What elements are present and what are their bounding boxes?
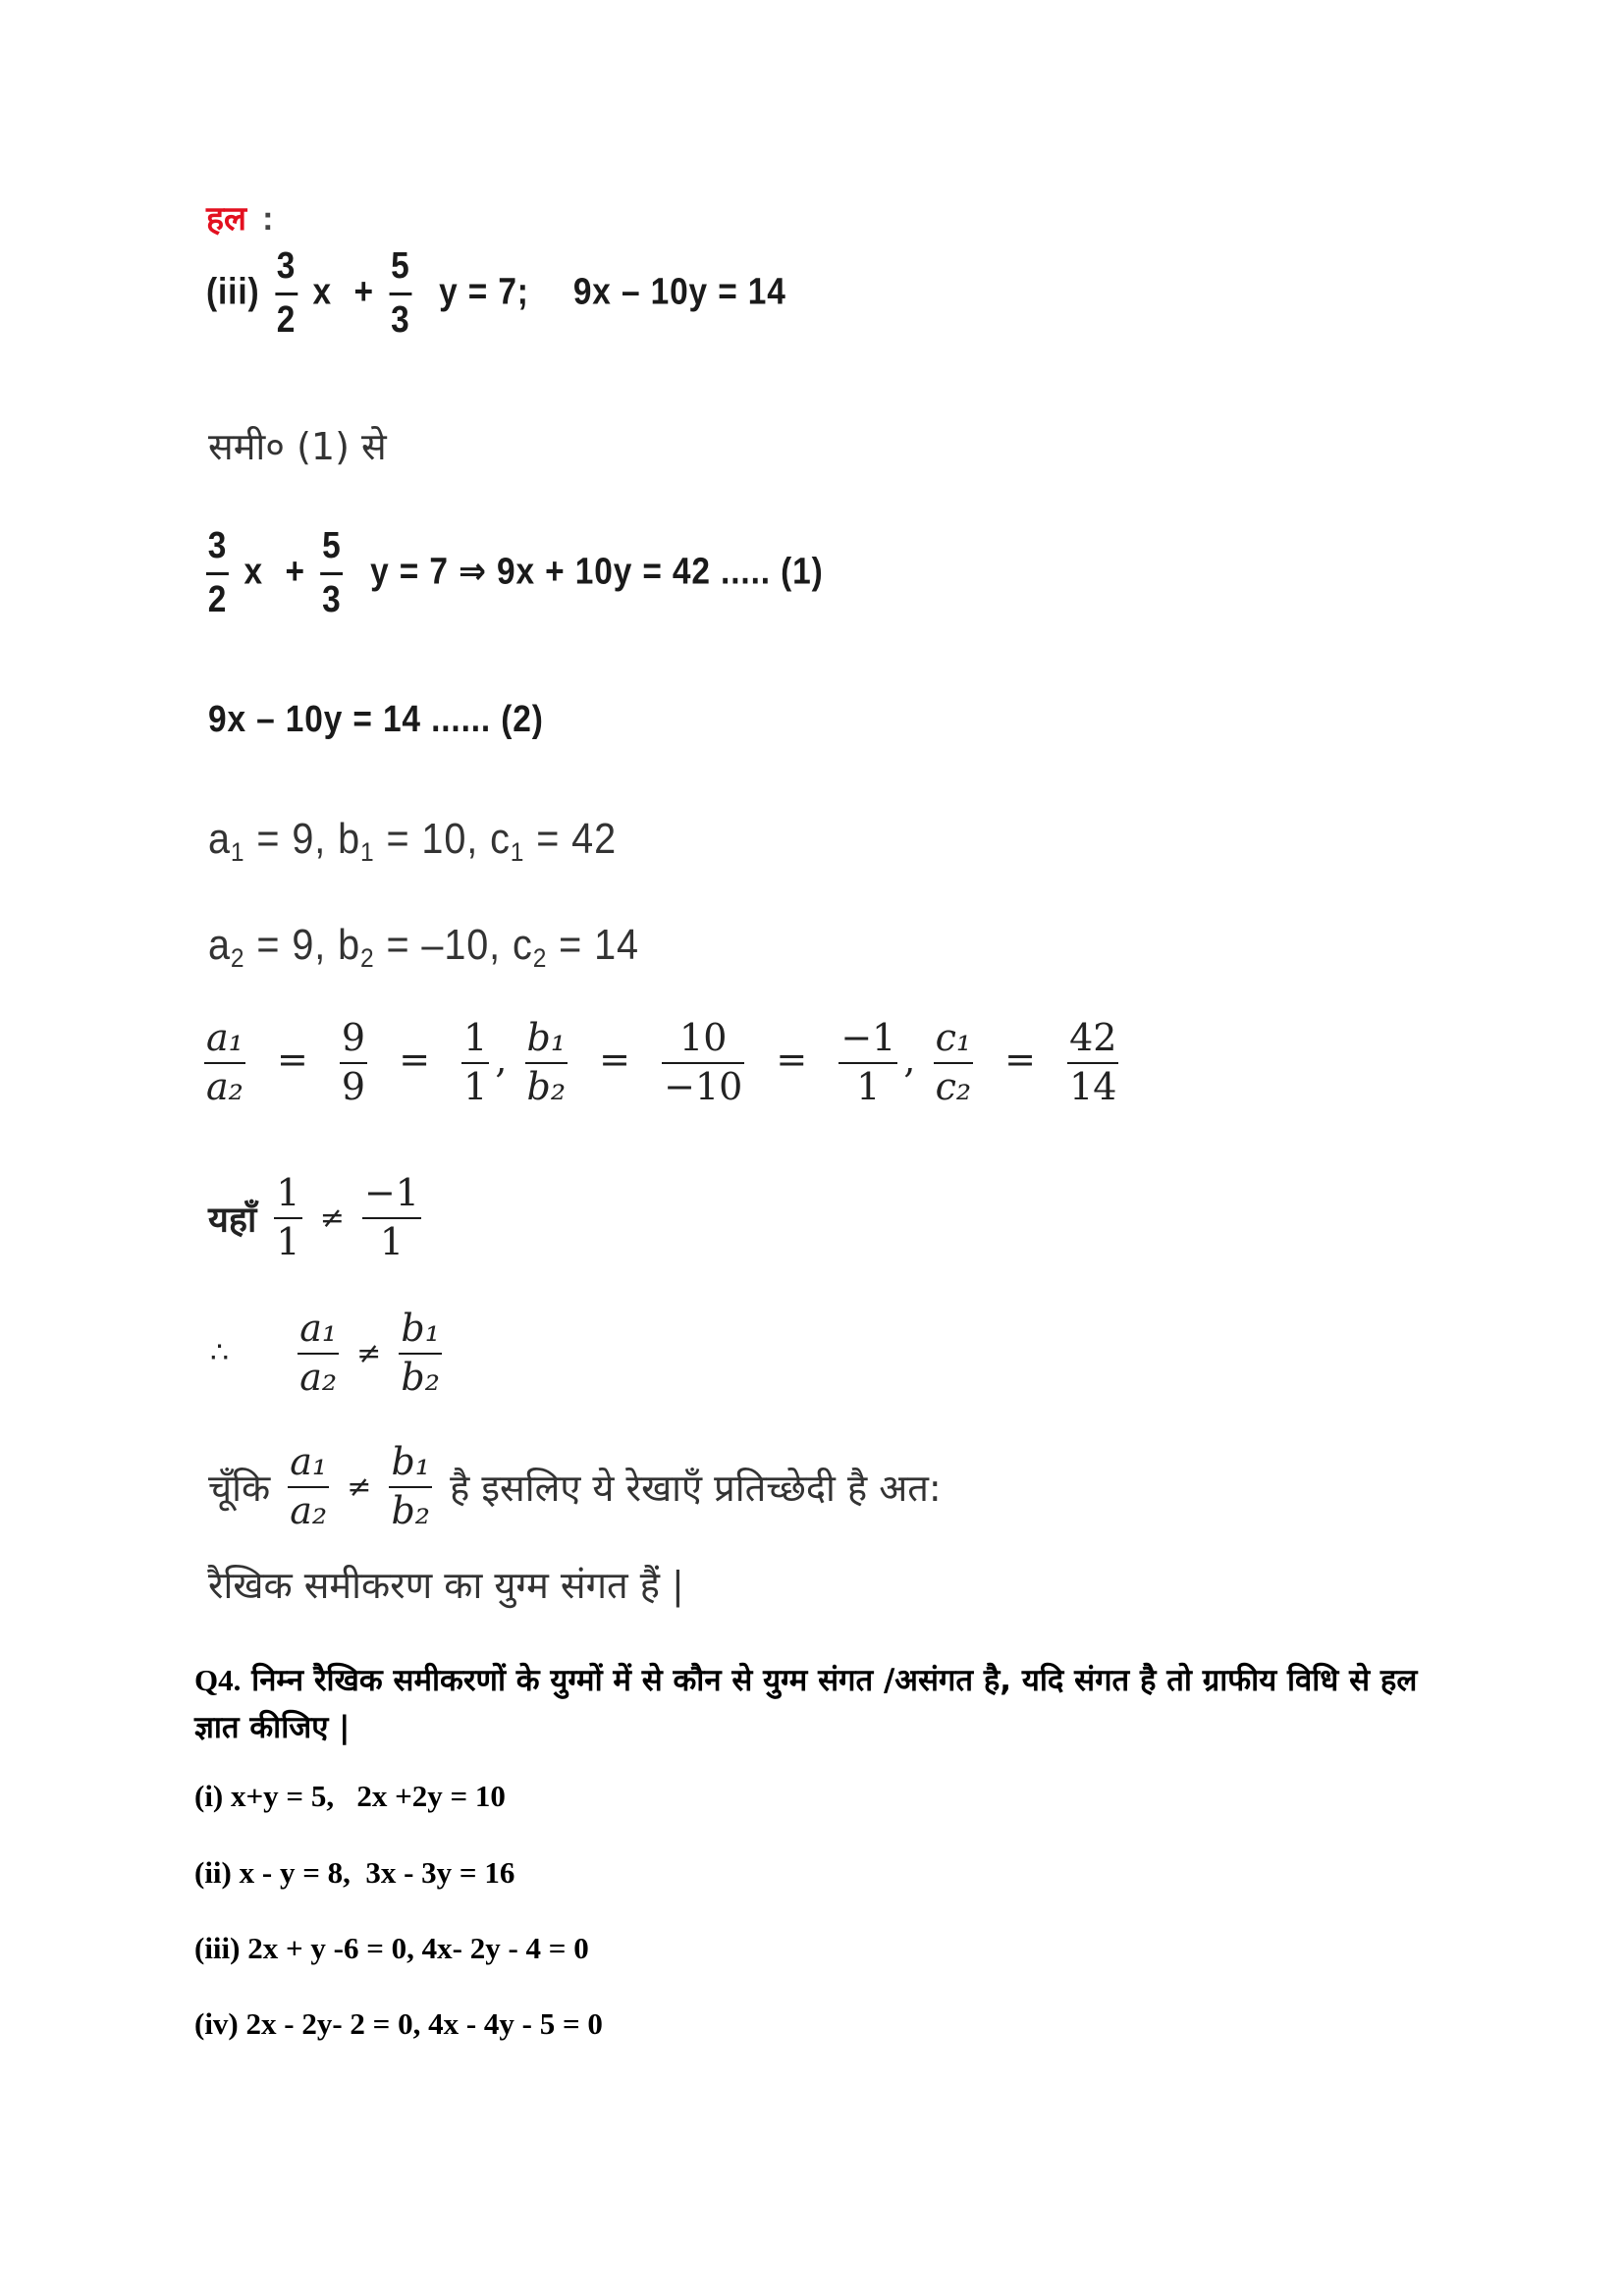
fraction-5-over-3: $\frac{5}{3}$ — [322, 525, 342, 620]
heading-colon: : — [262, 200, 274, 238]
ratio-b-value: $\frac{10}{-10}$ — [664, 1016, 743, 1108]
from-eq-text: समी० (1) से — [208, 425, 387, 468]
ratio-a-simplified: $\frac{1}{1}$ — [463, 1016, 488, 1108]
option-i: (i) x+y = 5, 2x +2y = 10 — [194, 1779, 506, 1813]
ratio-a-value: $\frac{9}{9}$ — [341, 1016, 366, 1108]
option-iv: (iv) 2x - 2y- 2 = 0, 4x - 4y - 5 = 0 — [194, 2006, 603, 2041]
coefficients-eq1: $a_1 = 9$, $b_1 = 10$, $c_1 = 42$ — [208, 815, 618, 868]
fraction-3-over-2: $\frac{3}{2}$ — [276, 245, 297, 341]
ratio-b-simplified: $\frac{-1}{1}$ — [840, 1016, 896, 1108]
question-label: Q4. — [194, 1663, 242, 1697]
heading-text: हल — [206, 199, 247, 239]
not-equal-sign: ≠ — [356, 1336, 382, 1371]
question-text: निम्न रैखिक समीकरणों के युग्मों में से कौन से युग्म संगत /असंगत है, यदि संगत है तो ग्राफीय विधि से हल ज्ञात कीजिए | — [194, 1663, 1418, 1745]
coefficients-eq2: $a_2 = 9$, $b_2 = -10$, $c_2 = 14$ — [208, 921, 639, 974]
conclusion-line-1: चूँकि $\frac{\text{a₁}}{\text{a₂}}$ ≠ $\frac{\text{b₁}}{\text{b₂}}$ है इसलिए ये रेखाएँ प्रतिच्छेदी है अत: — [208, 1440, 942, 1532]
question-4-title — [194, 1657, 1471, 1751]
option-iii: (iii) 2x + y -6 = 0, 4x- 2y - 4 = 0 — [194, 1931, 589, 1965]
ratio-c-value: $\frac{42}{14}$ — [1069, 1016, 1117, 1108]
therefore-line: ∴ $\frac{\text{a₁}}{\text{a₂}}$ ≠ $\frac{\text{b₁}}{\text{b₂}}$ — [210, 1307, 440, 1399]
conclusion-line-2: रैखिक समीकरण का युग्म संगत हैं | — [208, 1564, 684, 1607]
step-2-equation: 9x – 10y = 14 ...... (2) — [208, 699, 544, 740]
ratio-comparison: $\frac{\text{a₁}}{\text{a₂}}$ = $\frac{9}{9}$ = $\frac{1}{1}$ , $\frac{\text{b₁}}{\text{b₂}}$ = $\frac{10}{-10}$ = $\frac{-1}{1}$ , $\frac{\text{c₁}}{\text{c₂}}$ = $\frac{42}{14}$ — [206, 1016, 1117, 1108]
ratio-b: $\frac{\text{b₁}}{\text{b₂}}$ — [526, 1016, 567, 1108]
fraction-5-over-3: $\frac{5}{3}$ — [391, 245, 410, 341]
therefore-symbol: ∴ — [210, 1336, 230, 1371]
ratio-a: $\frac{\text{a₁}}{\text{a₂}}$ — [206, 1016, 243, 1108]
option-ii: (ii) x - y = 8, 3x - 3y = 16 — [194, 1855, 515, 1890]
here-line: यहाँ $\frac{1}{1}$ ≠ $\frac{-1}{1}$ — [208, 1171, 419, 1263]
solution-heading — [206, 194, 273, 240]
not-equal-sign: ≠ — [319, 1201, 345, 1236]
fraction-3-over-2: $\frac{3}{2}$ — [207, 525, 228, 620]
step-1-equation: $\frac{3}{2}$ x + $\frac{5}{3}$ y = 7 ⇒ 9x + 10y = 42 ..... (1) — [207, 525, 824, 620]
equation-2: 9x – 10y = 14 — [572, 271, 786, 313]
given-equations: (iii) $\frac{3}{2}$ x + $\frac{5}{3}$ y = 7; 9x – 10y = 14 — [206, 245, 786, 341]
part-label: (iii) — [206, 271, 260, 313]
ratio-c: $\frac{\text{c₁}}{\text{c₂}}$ — [935, 1016, 972, 1108]
